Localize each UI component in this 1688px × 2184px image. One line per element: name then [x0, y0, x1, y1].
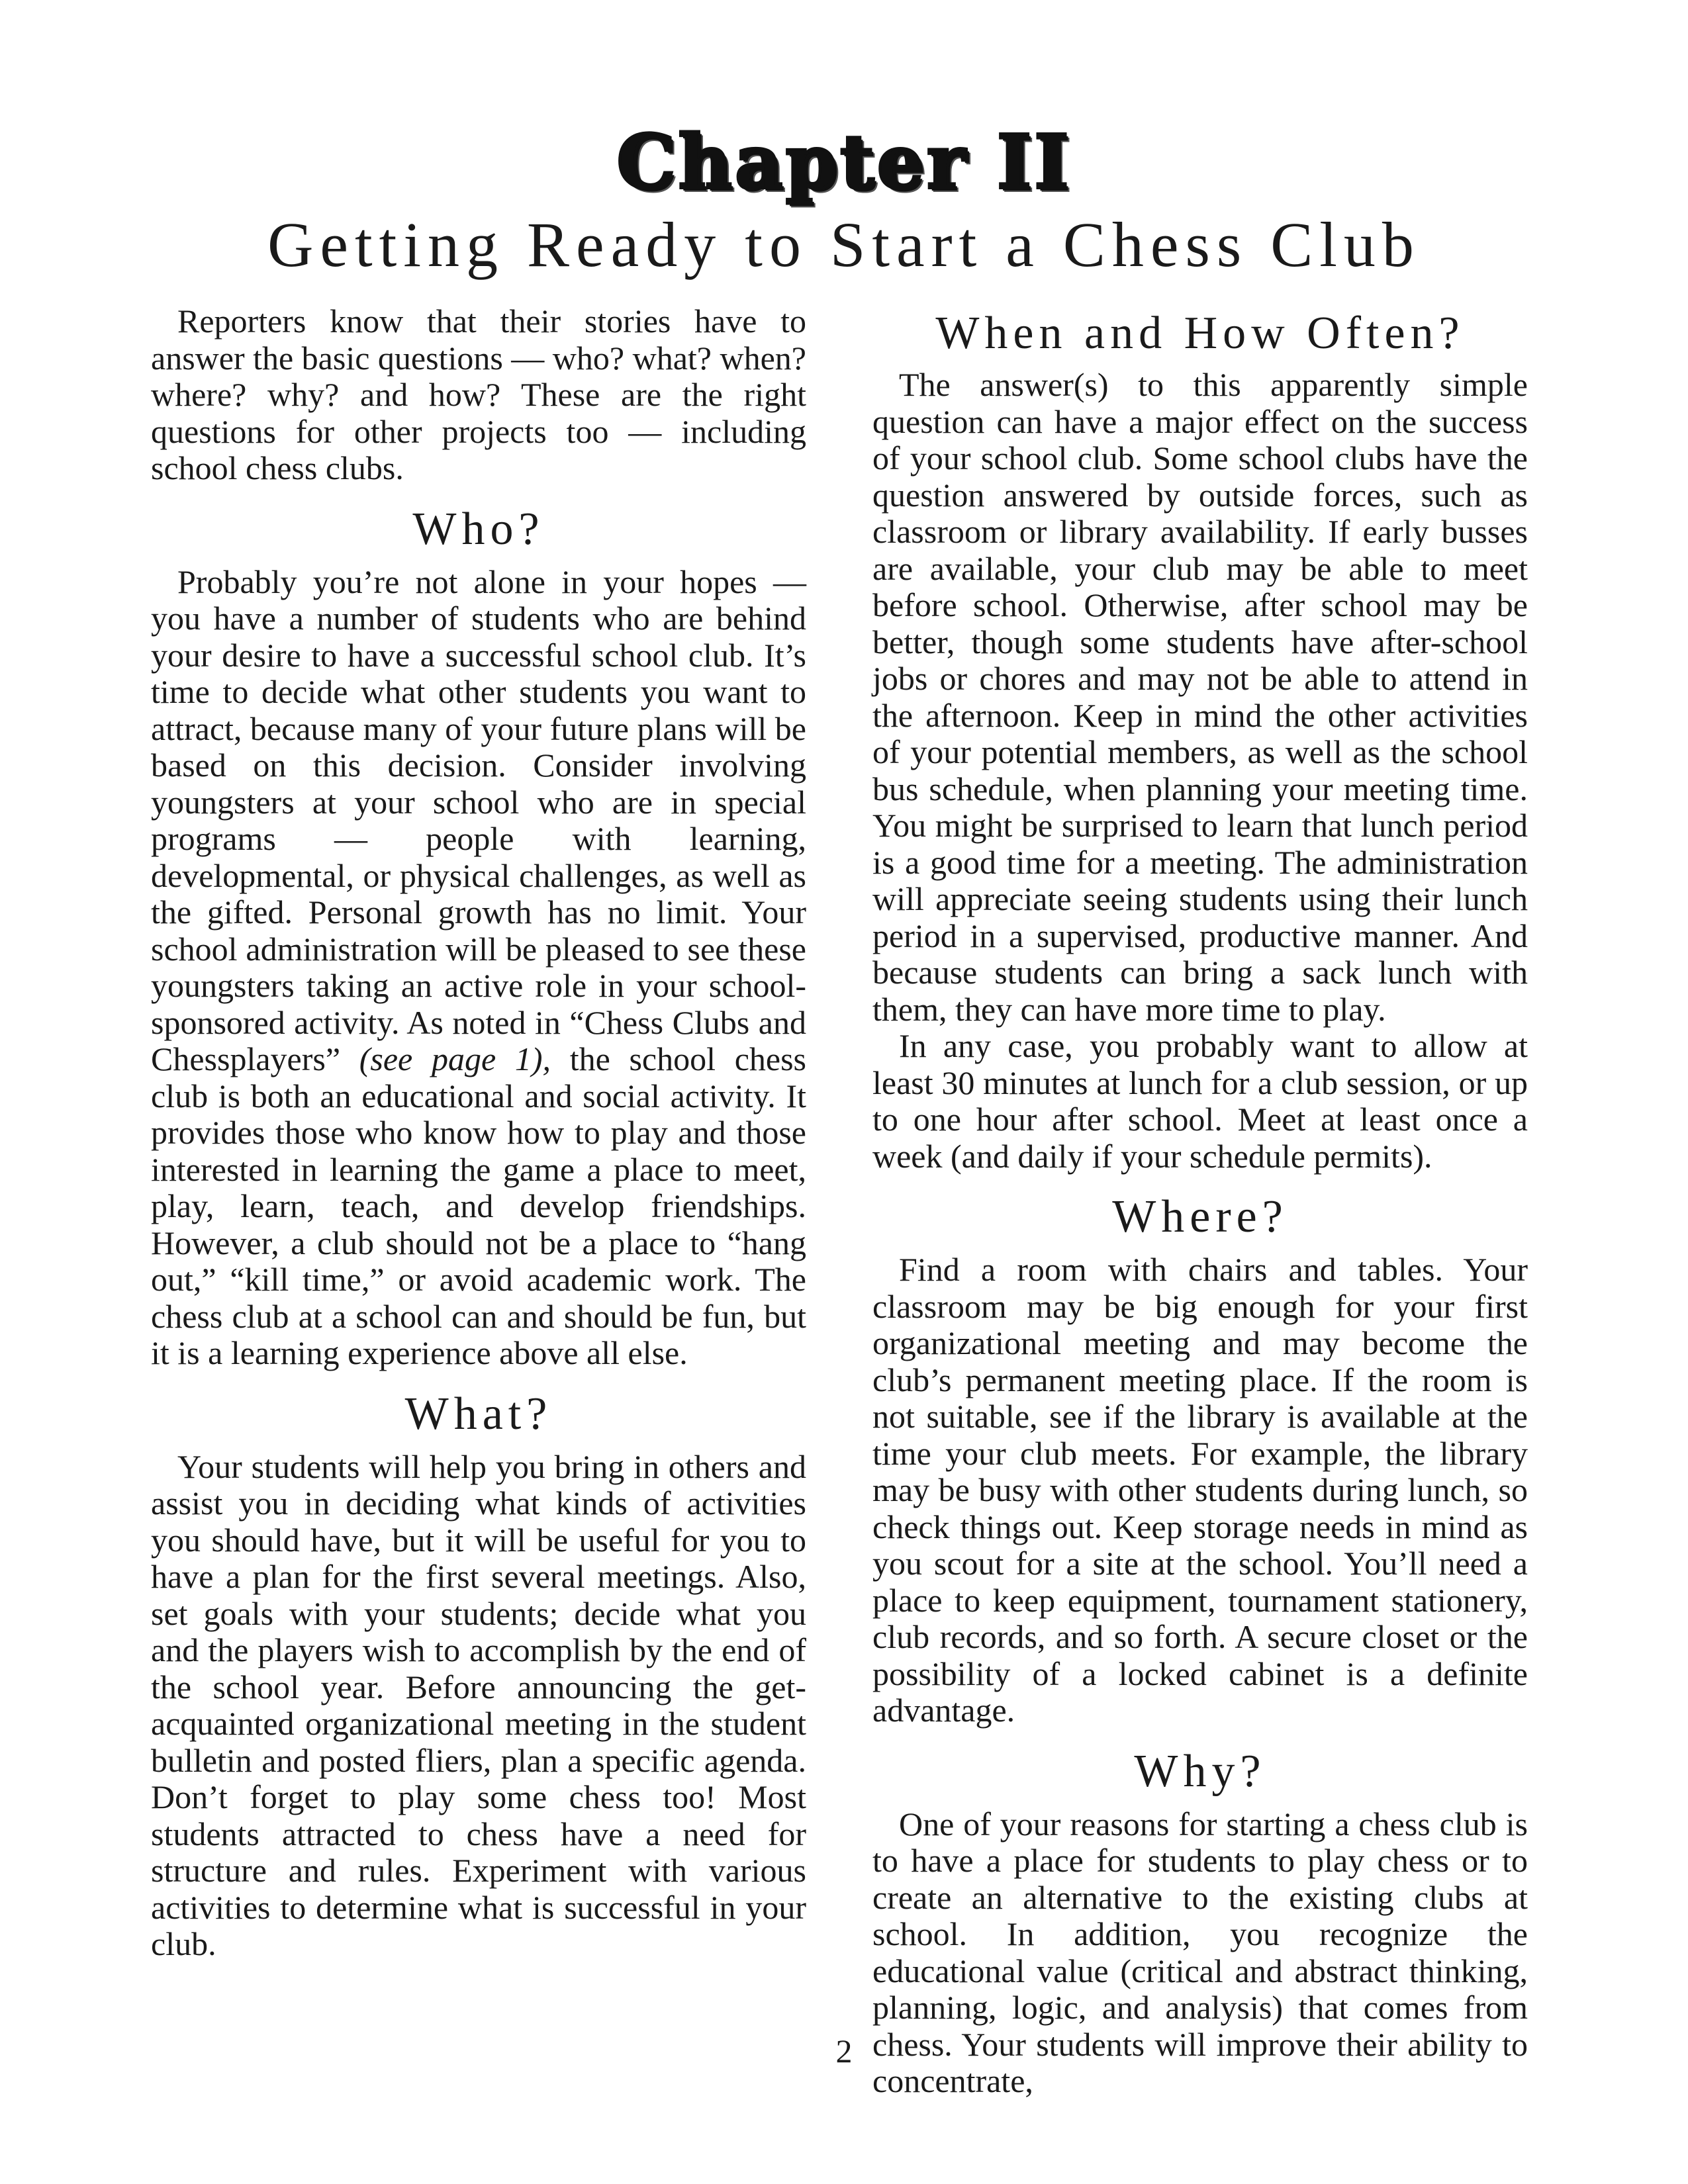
- right-column: [872, 306, 1528, 2100]
- when-paragraph-2: In any case, you probably want to allow at least 30 minutes at lunch for a club session, or up to one hour after school. Meet at least once a week (and daily if your schedule permits).: [872, 1027, 1528, 1175]
- intro-paragraph: Reporters know that their stories have to answer the basic questions — who? what? when? where? why? and how? These are the right questions for other projects too — including school chess clubs.: [151, 302, 806, 486]
- page-number: 2: [835, 2032, 853, 2070]
- chapter-label: Chapter II: [616, 119, 1072, 206]
- who-text-end: the school chess club is both an educational and social activity. It provides those who know how to play and those interested in learning the game a place to meet, play, learn, teach, and develop friendships. However, a club should not be a place to “hang out,” “kill time,” or avoid academic work. The chess club at a school can and should be fun, but it is a learning experience above all else.: [151, 1040, 807, 1371]
- chapter-title: Getting Ready to Start a Chess Club: [267, 209, 1421, 280]
- where-paragraph: Find a room with chairs and tables. Your classroom may be big enough for your first organizational meeting and may become the club’s permanent meeting place. If the room is not suitable, see if the library is available at the time your club meets. For example, the library may be busy with other students during lunch, so check things out. Keep storage needs in mind as you scout for a site at the school. You’ll need a place to keep equipment, tournament stationery, club records, and so forth. A secure closet or the possibility of a locked cabinet is a definite advantage.: [872, 1251, 1528, 1729]
- who-text-start: Probably you’re not alone in your hopes — you have a number of students who are behind your desire to have a successful school club. It’s time to decide what other students you want to attract, because many of your future plans will be based on this decision. Consider involving youngsters at your school who are in special programs — people with learning, developmental, or physical challenges, as well as the gifted. Personal growth has no limit. Your school administration will be pleased to see these youngsters taking an active role in your school-sponsored activity. As noted in “Chess Clubs and Chessplayers”: [151, 563, 806, 1077]
- who-paragraph: [151, 564, 806, 1372]
- why-heading: Why?: [1134, 1745, 1266, 1797]
- what-heading: What?: [404, 1388, 553, 1439]
- who-heading: Who?: [412, 503, 545, 555]
- page-reference: (see page 1),: [359, 1040, 551, 1077]
- what-paragraph: Your students will help you bring in others and assist you in deciding what kinds of activities you should have, but it will be useful for you to have a plan for the first several meetings. Also, set goals with your students; decide what you and the players wish to accomplish by the end of the school year. Before announcing the get-acquainted organizational meeting in the student bulletin and posted fliers, plan a specific agenda. Don’t forget to play some chess too! Most students attracted to chess have a need for structure and rules. Experiment with various activities to determine what is successful in your club.: [151, 1447, 806, 1962]
- when-heading: When and How Often?: [935, 308, 1465, 359]
- left-column: [151, 303, 806, 1963]
- why-paragraph: One of your reasons for starting a chess club is to have a place for students to play chess or to create an alternative to the existing clubs at school. In addition, you recognize the educational value (critical and abstract thinking, planning, logic, and analysis) that comes from chess. Your students will improve their ability to concentrate,: [872, 1805, 1528, 2099]
- where-heading: Where?: [1112, 1191, 1288, 1242]
- when-paragraph-1: The answer(s) to this apparently simple question can have a major effect on the success of your school club. Some school clubs have the question answered by outside forces, such as classroom or library availability. If early busses are available, your club may be able to meet before school. Otherwise, after school may be better, though some students have after-school jobs or chores and may not be able to attend in the afternoon. Keep in mind the other activities of your potential members, as well as the school bus schedule, when planning your meeting time. You might be surprised to learn that lunch period is a good time for a meeting. The administration will appreciate seeing students using their lunch period in a supervised, productive manner. And because students can bring a sack lunch with them, they can have more time to play.: [872, 366, 1528, 1028]
